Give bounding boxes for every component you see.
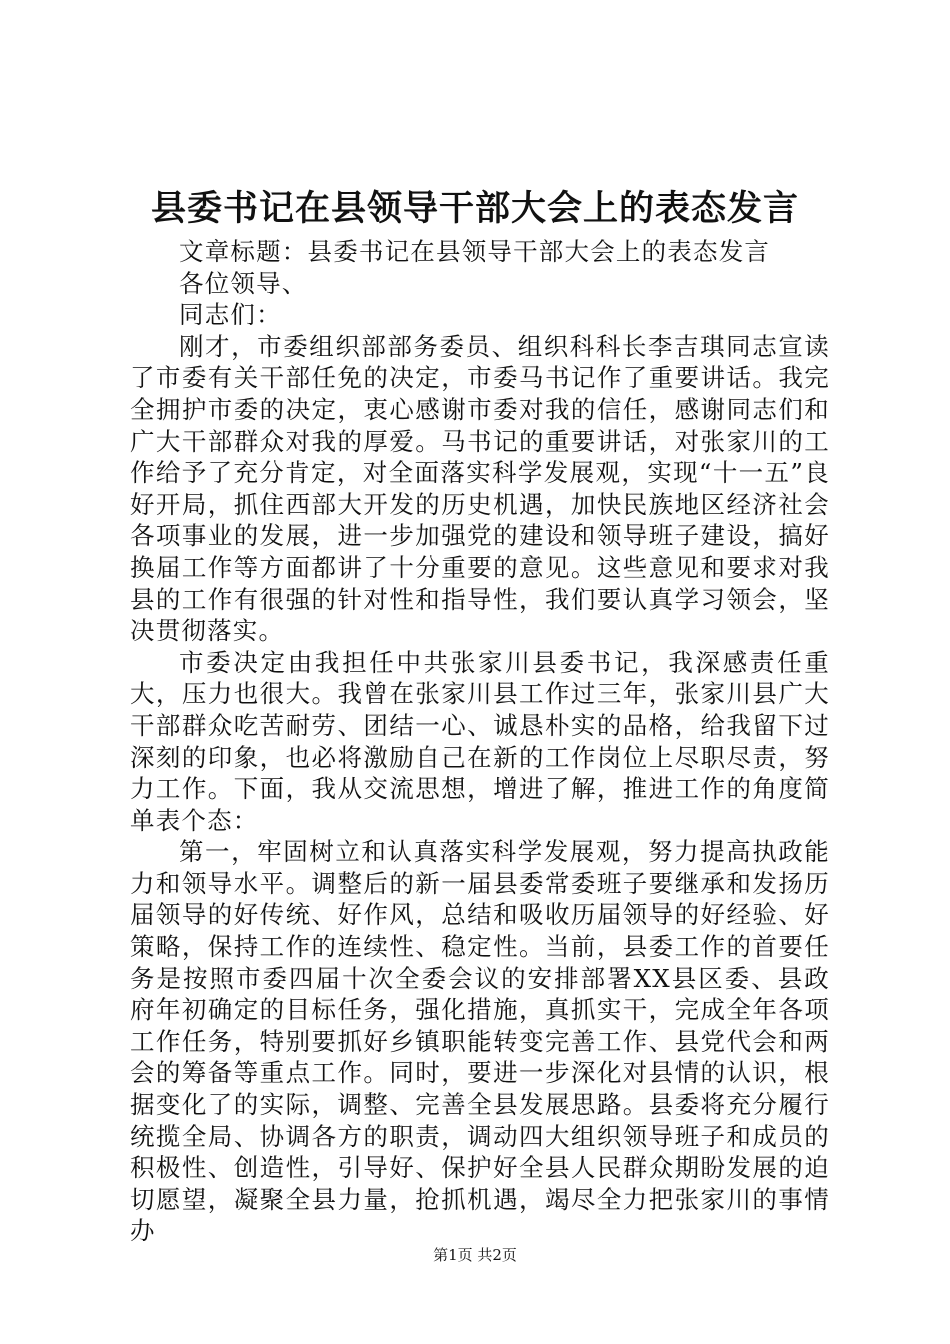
document-body [130,236,830,1247]
document-title: 县委书记在县领导干部大会上的表态发言 [150,188,799,229]
body-paragraph: 市委决定由我担任中共张家川县委书记，我深感责任重大，压力也很大。我曾在张家川县工作过三年，张家川县广大干部群众吃苦耐劳、团结一心、诚恳朴实的品格，给我留下过深刻的印象，也必将激励自己在新的工作岗位上尽职尽责，努力工作。下面，我从交流思想，增进了解，推进工作的角度简单表个态： [130,647,830,835]
salutation-line-1: 各位领导、 [179,268,308,298]
page-number: 第1页 [433,1246,473,1264]
body-paragraph: 刚才，市委组织部部务委员、组织科科长李吉琪同志宣读了市委有关干部任免的决定，市委马书记作了重要讲话。我完全拥护市委的决定，衷心感谢市委对我的信任，感谢同志们和广大干部群众对我的厚爱。马书记的重要讲话，对张家川的工作给予了充分肯定，对全面落实科学发展观，实现“十一五”良好开局，抓住西部大开发的历史机遇，加快民族地区经济社会各项事业的发展，进一步加强党的建设和领导班子建设，搞好换届工作等方面都讲了十分重要的意见。这些意见和要求对我县的工作有很强的针对性和指导性，我们要认真学习领会，坚决贯彻落实。 [130,331,830,646]
body-paragraph: 第一，牢固树立和认真落实科学发展观，努力提高执政能力和领导水平。调整后的新一届县委常委班子要继承和发扬历届领导的好传统、好作风，总结和吸收历届领导的好经验、好策略，保持工作的连续性、稳定性。当前，县委工作的首要任务是按照市委四届十次全委会议的安排部署XX县区委、县政府年初确定的目标任务，强化措施，真抓实干，完成全年各项工作任务，特别要抓好乡镇职能转变完善工作、县党代会和两会的筹备等重点工作。同时，要进一步深化对县情的认识，根据变化了的实际，调整、完善全县发展思路。县委将充分履行统揽全局、协调各方的职责，调动四大组织领导班子和成员的积极性、创造性，引导好、保护好全县人民群众期盼发展的迫切愿望，凝聚全县力量，抢抓机遇，竭尽全力把张家川的事情办 [130,837,830,1246]
salutation-line-2: 同志们： [179,300,282,330]
page-footer [0,1245,950,1265]
article-title-line: 文章标题：县委书记在县领导干部大会上的表态发言 [179,237,771,266]
page-total: 共2页 [477,1246,517,1264]
